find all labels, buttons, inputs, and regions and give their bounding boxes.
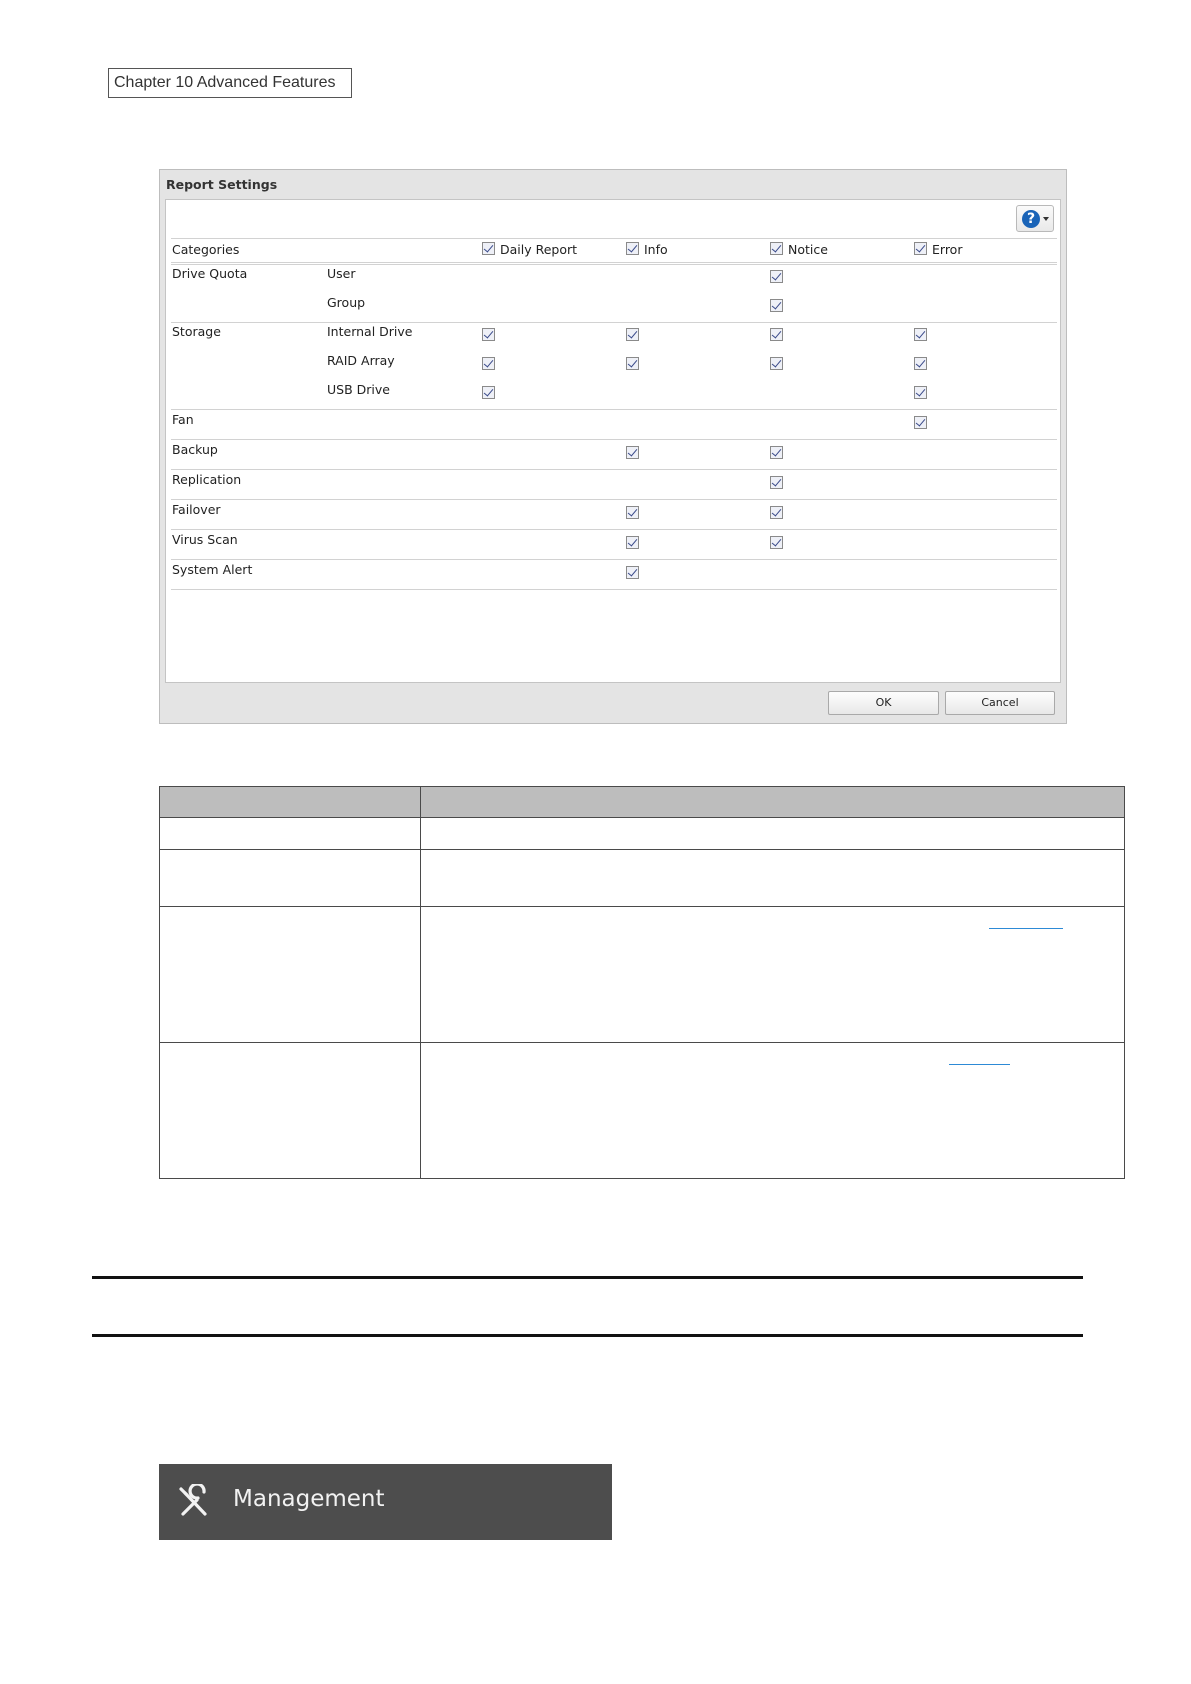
notice-checkbox[interactable] [770,328,783,341]
row-category-label: Storage [172,324,221,339]
table-cell [160,1043,421,1179]
link-underline[interactable] [989,928,1063,929]
notice-checkbox[interactable] [770,476,783,489]
info-checkbox[interactable] [626,536,639,549]
row-divider [171,322,1057,323]
row-divider [171,409,1057,410]
header-daily-report: Daily Report [500,242,578,257]
header-info: Info [644,242,668,257]
link-underline[interactable] [949,1064,1010,1065]
info-all-checkbox[interactable] [626,242,639,255]
header-categories: Categories [172,242,240,257]
table-cell [160,818,421,850]
table-row [160,1043,1125,1179]
row-divider [171,529,1057,530]
table-row [160,850,1125,907]
info-checkbox[interactable] [626,446,639,459]
dialog-content [165,199,1061,683]
daily-checkbox[interactable] [482,386,495,399]
row-divider [171,589,1057,590]
daily-checkbox[interactable] [482,328,495,341]
table-header-row [160,787,1125,818]
row-divider [171,499,1057,500]
tools-icon [175,1484,213,1522]
chapter-label: Chapter 10 Advanced Features [108,68,352,98]
row-subcategory-label: User [327,266,356,281]
error-checkbox[interactable] [914,386,927,399]
dialog-title: Report Settings [166,177,278,192]
table-cell [421,818,1125,850]
table-cell [160,907,421,1043]
table-header-cell [421,787,1125,818]
info-checkbox[interactable] [626,357,639,370]
row-subcategory-label: RAID Array [327,353,395,368]
table-row [160,818,1125,850]
row-category-label: Failover [172,502,221,517]
row-divider [171,469,1057,470]
report-settings-grid [166,200,1060,682]
section-rule-top [92,1276,1083,1279]
info-checkbox[interactable] [626,506,639,519]
table-cell [421,1043,1125,1179]
row-divider [171,439,1057,440]
row-category-label: Replication [172,472,242,487]
row-category-label: Backup [172,442,218,457]
row-subcategory-label: Group [327,295,366,310]
table-header-cell [160,787,421,818]
daily-report-all-checkbox[interactable] [482,242,495,255]
ok-button[interactable]: OK [828,691,939,715]
info-checkbox[interactable] [626,566,639,579]
row-subcategory-label: USB Drive [327,382,390,397]
table-cell [421,850,1125,907]
notice-checkbox[interactable] [770,299,783,312]
header-notice: Notice [788,242,828,257]
report-settings-dialog [159,169,1067,724]
error-checkbox[interactable] [914,328,927,341]
notice-checkbox[interactable] [770,506,783,519]
header-error: Error [932,242,963,257]
table-row [160,907,1125,1043]
question-icon: ? [1022,210,1040,228]
error-checkbox[interactable] [914,357,927,370]
row-subcategory-label: Internal Drive [327,324,413,339]
row-category-label: Virus Scan [172,532,238,547]
row-divider [171,559,1057,560]
info-checkbox[interactable] [626,328,639,341]
notice-checkbox[interactable] [770,446,783,459]
row-category-label: Fan [172,412,194,427]
cancel-button[interactable]: Cancel [945,691,1055,715]
row-category-label: System Alert [172,562,253,577]
table-cell [421,907,1125,1043]
error-all-checkbox[interactable] [914,242,927,255]
notice-all-checkbox[interactable] [770,242,783,255]
management-label: Management [233,1486,385,1512]
daily-checkbox[interactable] [482,357,495,370]
management-menu-item[interactable] [159,1464,612,1540]
table-cell [160,850,421,907]
notice-checkbox[interactable] [770,270,783,283]
notice-checkbox[interactable] [770,536,783,549]
description-table [159,786,1125,1179]
row-category-label: Drive Quota [172,266,248,281]
section-rule-bottom [92,1334,1083,1337]
error-checkbox[interactable] [914,416,927,429]
notice-checkbox[interactable] [770,357,783,370]
